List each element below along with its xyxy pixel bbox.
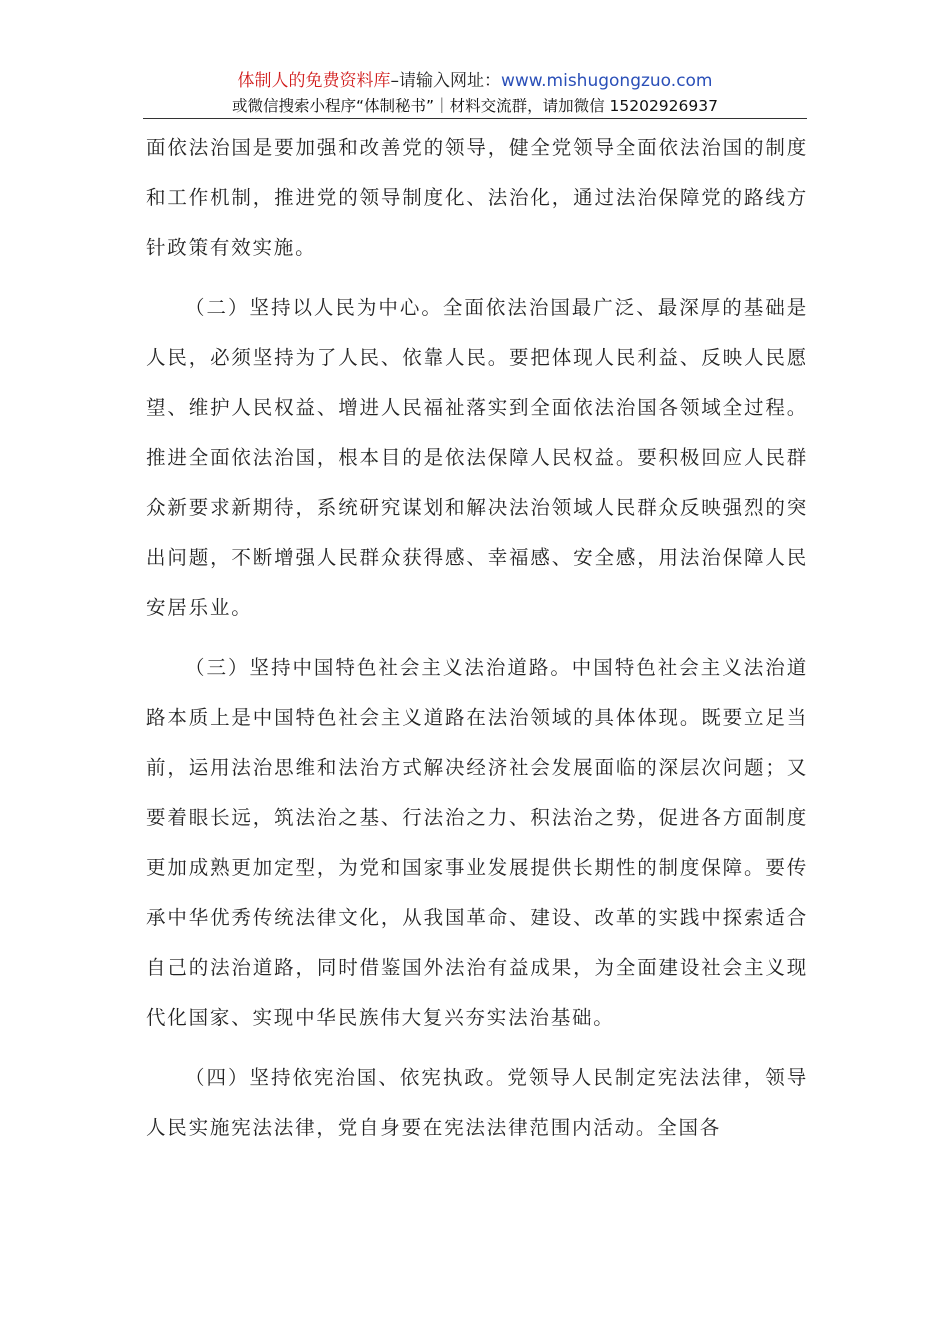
header-url-link[interactable]: www.mishugongzuo.com [500,71,713,91]
header-divider [143,118,807,119]
paragraph-rule-of-law-path: （三）坚持中国特色社会主义法治道路。中国特色社会主义法治道路本质上是中国特色社会主义道路在法治领域的具体体现。既要立足当前，运用法治思维和法治方式解决经济社会发展面临的深层次问题；又要着眼长远，筑法治之基、行法治之力、积法治之势，促进各方面制度更加成熟更加定型，为党和国家事业发展提供长期性的制度保障。要传承中华优秀传统法律文化，从我国革命、建设、改革的实践中探索适合自己的法治道路，同时借鉴国外法治有益成果，为全面建设社会主义现代化国家、实现中华民族伟大复兴夯实法治基础。 [146,656,808,1029]
header-prompt: –请输入网址： [390,71,501,91]
header-brand: 体制人的免费资料库 [237,71,391,91]
document-body [146,123,808,1153]
paragraph-continued: 面依法治国是要加强和改善党的领导，健全党领导全面依法治国的制度和工作机制，推进党的领导制度化、法治化，通过法治保障党的路线方针政策有效实施。 [146,136,808,259]
paragraph-people-centered: （二）坚持以人民为中心。全面依法治国最广泛、最深厚的基础是人民，必须坚持为了人民、依靠人民。要把体现人民利益、反映人民愿望、维护人民权益、增进人民福祉落实到全面依法治国各领域全过程。推进全面依法治国，根本目的是依法保障人民权益。要积极回应人民群众新要求新期待，系统研究谋划和解决法治领域人民群众反映强烈的突出问题，不断增强人民群众获得感、幸福感、安全感，用法治保障人民安居乐业。 [146,296,808,619]
header-banner [143,68,807,94]
paragraph-constitution: （四）坚持依宪治国、依宪执政。党领导人民制定宪法法律，领导人民实施宪法法律，党自身要在宪法法律范围内活动。全国各 [146,1066,808,1139]
header-contact: 或微信搜索小程序“体制秘书”｜材料交流群，请加微信 15202926937 [232,97,718,115]
page-header [143,68,807,118]
